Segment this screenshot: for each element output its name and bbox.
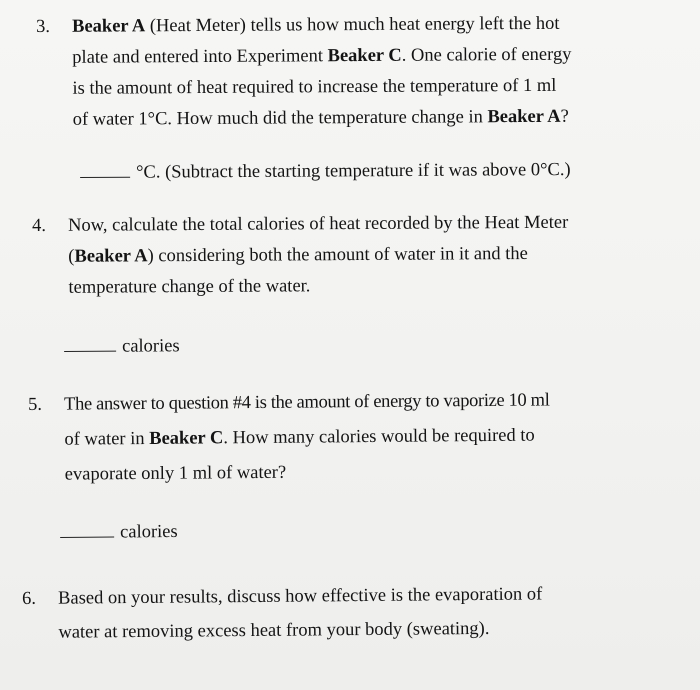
question-5-answer	[60, 517, 178, 549]
question-number: 5.	[28, 394, 43, 415]
question-line: The answer to question #4 is the amount of energy to vaporize 10 ml	[64, 390, 550, 415]
question-line: water at removing excess heat from your body (sweating).	[58, 618, 490, 643]
question-number: 3.	[36, 16, 51, 37]
question-line: evaporate only 1 ml of water?	[64, 462, 287, 485]
question-line: of water in Beaker C. How many calories would be required to	[64, 425, 535, 450]
answer-text: calories	[122, 336, 180, 357]
question-4-answer	[64, 331, 180, 363]
answer-text: calories	[120, 521, 178, 543]
answer-blank[interactable]	[64, 337, 116, 352]
question-line: of water 1°C. How much did the temperature change in Beaker A?	[72, 106, 569, 130]
question-line: plate and entered into Experiment Beaker C. One calorie of energy	[72, 44, 572, 68]
question-line: Beaker A (Heat Meter) tells us how much heat energy left the hot	[72, 13, 560, 37]
question-line: Now, calculate the total calories of heat recorded by the Heat Meter	[68, 212, 569, 236]
answer-blank[interactable]	[80, 163, 130, 178]
question-3-answer	[80, 155, 571, 189]
question-number: 6.	[22, 588, 37, 609]
question-line: temperature change of the water.	[68, 276, 311, 298]
question-line: (Beaker A) considering both the amount of water in it and the	[68, 243, 528, 267]
answer-blank[interactable]	[60, 523, 114, 538]
question-line: is the amount of heat required to increase the temperature of 1 ml	[72, 75, 557, 99]
answer-text: °C. (Subtract the starting temperature if it was above 0°C.)	[136, 160, 571, 183]
question-line: Based on your results, discuss how effective is the evaporation of	[58, 584, 543, 609]
question-number: 4.	[32, 215, 47, 236]
